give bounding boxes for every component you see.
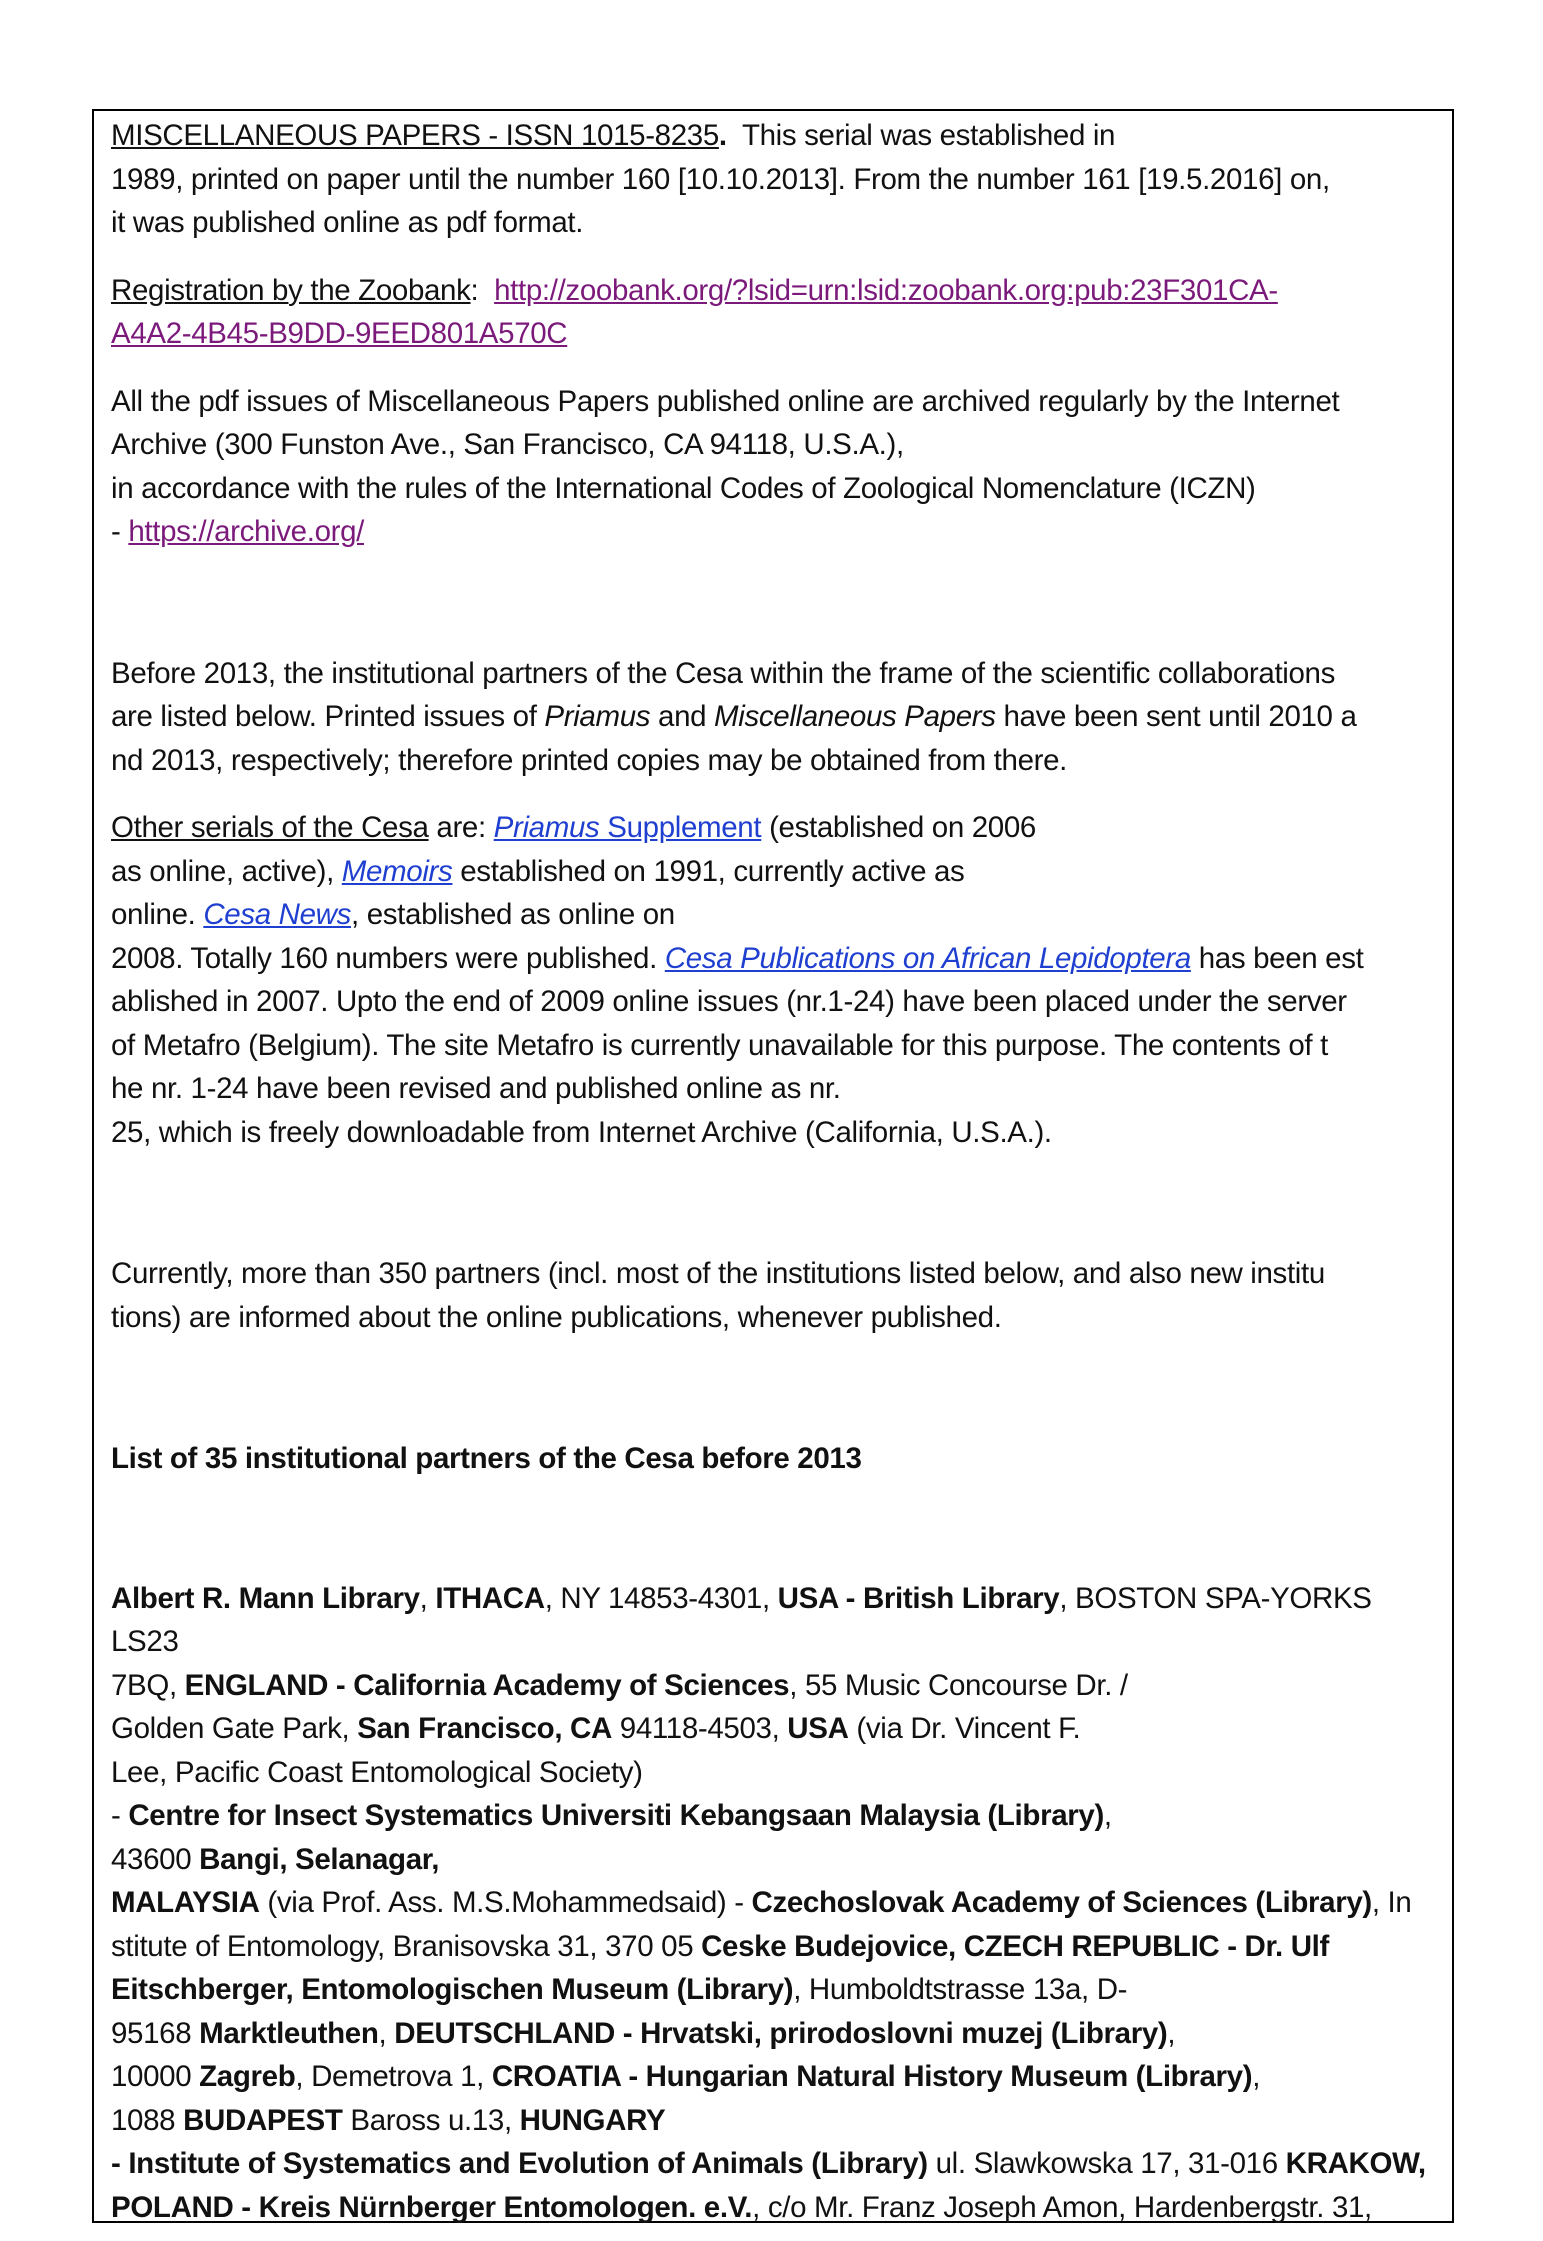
partner-text: Marktleuthen (199, 2016, 379, 2050)
partner-text: HUNGARY (519, 2103, 666, 2137)
partner-text: BUDAPEST (183, 2103, 343, 2137)
partner-text: (via Dr. Vincent F. (848, 1712, 1081, 1745)
misc-line-1: This serial was established in (741, 119, 1116, 152)
other-line-7: he nr. 1-24 have been revised and published online as nr. (111, 1072, 841, 1105)
partner-text: - Institute of Systematics and Evolution of Animals (Library) (111, 2147, 928, 2180)
partner-text: - (111, 1799, 129, 1832)
zoobank-colon: : (470, 273, 479, 307)
misc-papers-title: MISCELLANEOUS PAPERS - ISSN 1015-8235 (111, 119, 719, 152)
partner-text: , (378, 2016, 395, 2050)
partner-text: 95168 (111, 2016, 200, 2050)
priamus-supplement-link[interactable] (494, 811, 762, 844)
other-line-4-head: 2008. Totally 160 numbers were published. (111, 941, 665, 975)
archive-line-3: in accordance with the rules of the International Codes of Zoological Nomenclature (ICZN) (111, 471, 1256, 505)
currently-section (111, 1252, 1446, 1339)
partner-text: , (1103, 1799, 1112, 1832)
cesa-news-link[interactable]: Cesa News (203, 898, 352, 931)
other-serials-label: Other serials of the Cesa (111, 811, 429, 844)
partner-text: , NY 14853-4301, (544, 1581, 778, 1615)
partner-text: CROATIA - Hungarian Natural History Museum (Library) (491, 2060, 1253, 2093)
partner-text: 43600 (111, 1842, 200, 1876)
partner-text: (via Prof. Ass. M.S.Mohammedsaid) - (259, 1886, 752, 1919)
other-are: are: (428, 811, 494, 844)
archive-line-1: All the pdf issues of Miscellaneous Papers published online are archived regularly by the Internet (111, 384, 1340, 418)
zoobank-link-continued[interactable]: A4A2-4B45-B9DD-9EED801A570C (111, 317, 568, 350)
other-line-6: of Metafro (Belgium). The site Metafro is currently unavailable for this purpose. The contents of t (111, 1028, 1328, 1062)
partner-text: 10000 (111, 2060, 200, 2093)
other-line-4-tail: has been est (1190, 941, 1364, 975)
partner-text: Ceske Budejovice, CZECH REPUBLIC - Dr. Ulf (701, 1929, 1329, 1963)
misc-line-3: it was published online as pdf format. (111, 206, 584, 239)
currently-line-1: Currently, more than 350 partners (incl. most of the institutions listed below, and also new institu (111, 1257, 1325, 1290)
misc-papers-section (111, 114, 1446, 245)
partner-text: POLAND - Kreis Nürnberger Entomologen. e.V. (111, 2190, 753, 2224)
partner-text: USA (787, 1712, 849, 1745)
archive-line-2: Archive (300 Funston Ave., San Francisco, CA 94118, U.S.A.), (111, 428, 904, 461)
document-body (111, 114, 1446, 2229)
partner-text: Lee, Pacific Coast Entomological Society) (111, 1755, 643, 1789)
other-line-3-head: online. (111, 898, 204, 931)
partner-text: stitute of Entomology, Branisovska 31, 370 05 (111, 1929, 702, 1963)
partner-text: San Francisco, CA (357, 1712, 612, 1745)
before-2013-section (111, 652, 1446, 783)
zoobank-label: Registration by the Zoobank (111, 273, 471, 307)
partner-text: , BOSTON SPA-YORKS LS23 (111, 1581, 1372, 1658)
partner-text: Bangi, Selanagar, (199, 1842, 440, 1876)
priamus-title: Priamus (544, 700, 651, 733)
before-line-1: Before 2013, the institutional partners of the Cesa within the frame of the scientific collaborations (111, 656, 1336, 690)
partner-text: , (1167, 2016, 1176, 2050)
partner-text: , c/o Mr. Franz Joseph Amon, Hardenbergstr. 31, (752, 2190, 1372, 2224)
priamus-link-text: Priamus (493, 811, 600, 844)
partner-text: Baross u.13, (342, 2103, 520, 2137)
other-line-5: ablished in 2007. Upto the end of 2009 online issues (nr.1-24) have been placed under the server (111, 985, 1347, 1018)
misc-line-2: 1989, printed on paper until the number 160 [10.10.2013]. From the number 161 [19.5.2016] on, (111, 162, 1330, 196)
currently-line-2: tions) are informed about the online publications, whenever published. (111, 1300, 1002, 1334)
partner-text: KRAKOW, (1285, 2147, 1426, 2180)
zoobank-link[interactable]: http://zoobank.org/?lsid=urn:lsid:zoobank.org:pub:23F301CA- (494, 273, 1278, 307)
partners-list-heading: List of 35 institutional partners of the Cesa before 2013 (111, 1442, 862, 1475)
other-line-2-head: as online, active), (111, 854, 342, 888)
partner-text: 7BQ, (111, 1668, 185, 1702)
partner-text: Eitschberger, Entomologischen Museum (Library) (111, 1973, 794, 2006)
before-line-2a: are listed below. Printed issues of (111, 700, 545, 733)
partner-text: Centre for Insect Systematics Universiti Kebangsaan Malaysia (Library) (128, 1799, 1104, 1832)
partner-text: , Demetrova 1, (295, 2060, 492, 2093)
other-line-8: 25, which is freely downloadable from Internet Archive (California, U.S.A.). (111, 1115, 1052, 1149)
partner-text: ENGLAND - California Academy of Sciences (184, 1668, 790, 1702)
partner-text: Zagreb (199, 2060, 296, 2093)
partners-list (111, 1577, 1446, 2230)
partner-text: ITHACA (435, 1581, 545, 1615)
archive-section (111, 380, 1446, 554)
before-line-3: nd 2013, respectively; therefore printed copies may be obtained from there. (111, 743, 1068, 777)
zoobank-section (111, 269, 1446, 356)
misc-papers-italic: Miscellaneous Papers (714, 700, 996, 733)
partner-text: , 55 Music Concourse Dr. / (789, 1668, 1128, 1702)
partner-text: USA - British Library (777, 1581, 1060, 1615)
title-period: . (718, 119, 727, 152)
partner-text: MALAYSIA (111, 1886, 260, 1919)
partner-text: Albert R. Mann Library (111, 1581, 420, 1615)
partner-text: , Humboldtstrasse 13a, D- (793, 1973, 1128, 2006)
other-line-3-tail: , established as online on (351, 898, 675, 931)
partner-text: ul. Slawkowska 17, 31-016 (927, 2147, 1286, 2180)
other-serials-section (111, 806, 1446, 1154)
other-line-2-tail: established on 1991, currently active as (452, 854, 965, 888)
partner-text: , In (1371, 1886, 1412, 1919)
partner-text: DEUTSCHLAND - Hrvatski, prirodoslovni muzej (Library) (394, 2016, 1168, 2050)
partner-text: Czechoslovak Academy of Sciences (Library) (751, 1886, 1372, 1919)
other-line-1-tail: (established on 2006 (761, 811, 1036, 844)
memoirs-link[interactable]: Memoirs (341, 854, 453, 888)
partner-text: 94118-4503, (611, 1712, 788, 1745)
before-line-2b: have been sent until 2010 a (995, 700, 1357, 733)
cesa-publications-link[interactable]: Cesa Publications on African Lepidoptera (664, 941, 1191, 975)
partner-text: 1088 (111, 2103, 184, 2137)
archive-dash: - (111, 515, 121, 548)
supplement-link-text: Supplement (599, 811, 762, 844)
partner-text: Golden Gate Park, (111, 1712, 358, 1745)
partner-text: , (419, 1581, 436, 1615)
archive-link[interactable]: https://archive.org/ (128, 515, 365, 548)
partner-text: , (1252, 2060, 1261, 2093)
before-and: and (650, 700, 715, 733)
